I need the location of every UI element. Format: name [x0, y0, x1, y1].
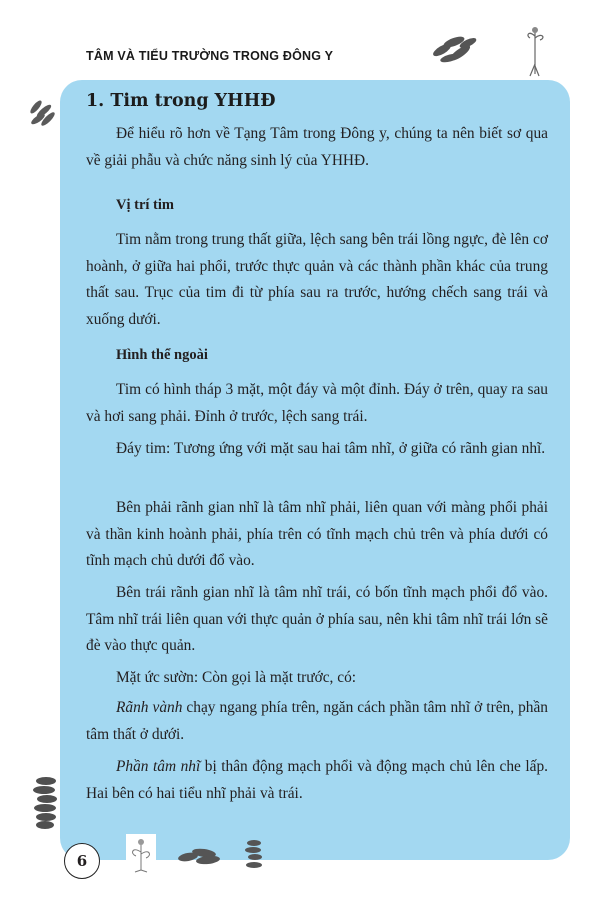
- shape-paragraph: Tim có hình tháp 3 mặt, một đáy và một đỉnh. Đáy ở trên, quay ra sau và hơi sang phải. Đỉnh ở trước, lệch sang trái.: [86, 381, 548, 425]
- sternal-paragraph: Mặt ức sườn: Còn gọi là mặt trước, có:: [116, 669, 357, 686]
- running-header: TÂM VÀ TIỂU TRƯỜNG TRONG ĐÔNG Y: [86, 49, 334, 63]
- stacked-root-icon: [32, 775, 60, 831]
- position-heading: Vị trí tim: [116, 197, 174, 213]
- herb-bundle-icon: [26, 95, 60, 131]
- atrium-term: Phần tâm nhĩ: [116, 758, 201, 775]
- left-atrium-paragraph: Bên trái rãnh gian nhĩ là tâm nhĩ trái, có bốn tĩnh mạch phổi đổ vào. Tâm nhĩ trái liên quan với thực quản ở phía sau, nên khi tâm nhĩ trái lớn sẽ đè vào thực quản.: [86, 584, 548, 654]
- atrium-text: bị thân động mạch phổi và động mạch chủ lên che lấp. Hai bên có hai tiểu nhĩ phải và trái.: [86, 758, 549, 802]
- page-number: 6: [64, 843, 100, 879]
- herb-slices-icon: [178, 843, 222, 867]
- herb-plant-icon: [126, 834, 156, 874]
- root-plant-icon: [520, 24, 550, 78]
- base-paragraph: Đáy tim: Tương ứng với mặt sau hai tâm nhĩ, ở giữa có rãnh gian nhĩ.: [116, 440, 546, 457]
- groove-term: Rãnh vành: [116, 699, 183, 716]
- herb-stack-icon: [244, 838, 264, 872]
- shape-heading: Hình thể ngoài: [116, 347, 208, 363]
- groove-text: chạy ngang phía trên, ngăn cách phần tâm nhĩ ở trên, phần tâm thất ở dưới.: [86, 699, 548, 743]
- section-title: 1. Tim trong YHHĐ: [86, 91, 276, 111]
- herb-cluster-icon: [430, 28, 480, 66]
- right-atrium-paragraph: Bên phải rãnh gian nhĩ là tâm nhĩ phải, liên quan với màng phổi phải và thần kinh hoành phải, phía trên có tĩnh mạch chủ trên và phía dưới có tĩnh mạch chủ dưới đổ vào.: [86, 499, 548, 569]
- groove-paragraph: [86, 695, 548, 748]
- atrium-paragraph: [86, 754, 548, 807]
- position-paragraph: Tim nằm trong trung thất giữa, lệch sang bên trái lồng ngực, đè lên cơ hoành, ở giữa hai phổi, trước thực quản và các thành phần khác của trung thất sau. Trục của tim đi từ phía sau ra trước, hướng chếch sang trái và xuống dưới.: [86, 231, 548, 328]
- intro-paragraph: Để hiểu rõ hơn về Tạng Tâm trong Đông y, chúng ta nên biết sơ qua về giải phẫu và chức năng sinh lý của YHHĐ.: [86, 125, 548, 169]
